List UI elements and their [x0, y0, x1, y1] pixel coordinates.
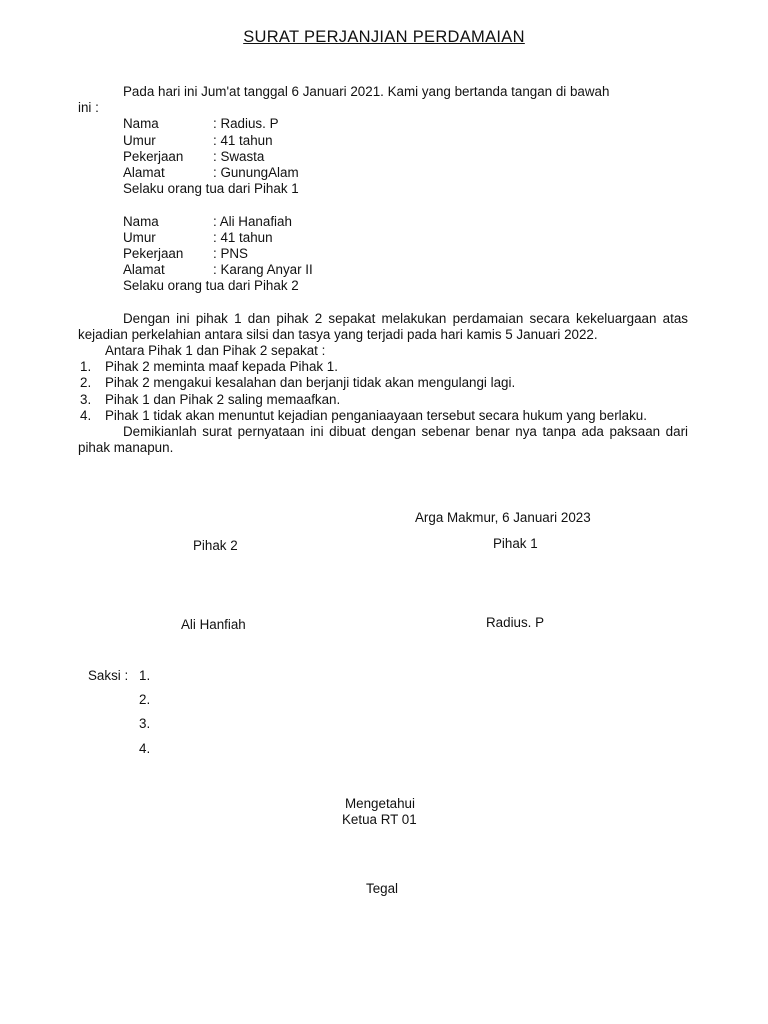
sign-right-title: Pihak 1 — [493, 536, 538, 551]
field-value: : Swasta — [213, 148, 265, 164]
sign-right-name: Radius. P — [486, 615, 545, 630]
party1-details — [78, 116, 688, 197]
list-number: 2. — [80, 375, 92, 391]
field-value: : Karang Anyar II — [213, 262, 313, 278]
field-value: : GunungAlam — [213, 164, 299, 180]
list-text: Pihak 1 tidak akan menuntut kejadian penganiaayaan tersebut secara hukum yang berlaku. — [105, 407, 647, 423]
body-paragraph: Dengan ini pihak 1 dan pihak 2 sepakat melakukan perdamaian secara kekeluargaan atas kejadian perkelahian antara silsi dan tasya yang terjadi pada hari kamis 5 Januari 2022. — [78, 310, 688, 342]
place-date: Arga Makmur, 6 Januari 2023 — [415, 510, 591, 525]
list-text: Pihak 2 meminta maaf kepada Pihak 1. — [105, 359, 338, 375]
closing-paragraph: Demikianlah surat pernyataan ini dibuat dengan sebenar benar nya tanpa ada paksaan dari pihak manapun. — [78, 424, 688, 456]
field-value: : 41 tahun — [213, 229, 273, 245]
party1-row-age — [78, 133, 688, 149]
field-value: : PNS — [213, 245, 248, 261]
list-number: 1. — [80, 359, 92, 375]
agreement-intro: Antara Pihak 1 dan Pihak 2 sepakat : — [105, 343, 326, 359]
list-text: Pihak 2 mengakui kesalahan dan berjanji tidak akan mengulangi lagi. — [105, 375, 516, 391]
acknowledge-label: Mengetahui — [345, 796, 415, 811]
rt-head-title: Ketua RT 01 — [342, 812, 417, 827]
witness-number: 3. — [139, 716, 151, 731]
party2-role: Selaku orang tua dari Pihak 2 — [123, 278, 299, 294]
intro-line-2: ini : — [78, 100, 99, 116]
field-label: Umur — [123, 132, 156, 148]
letter-body — [78, 84, 688, 456]
party1-row-name — [78, 116, 688, 132]
party2-row-job — [78, 246, 688, 262]
party1-role: Selaku orang tua dari Pihak 1 — [123, 181, 299, 197]
field-label: Umur — [123, 229, 156, 245]
field-label: Alamat — [123, 164, 165, 180]
list-item — [78, 375, 688, 391]
field-value: : Ali Hanafiah — [213, 213, 292, 229]
sign-left-name: Ali Hanfiah — [181, 617, 246, 632]
list-item — [78, 392, 688, 408]
rt-head-name: Tegal — [366, 881, 399, 896]
party2-details — [78, 214, 688, 295]
sign-left-title: Pihak 2 — [193, 538, 238, 553]
field-label: Alamat — [123, 262, 165, 278]
intro-line-1: Pada hari ini Jum'at tanggal 6 Januari 2021. Kami yang bertanda tangan di bawah — [123, 84, 610, 99]
list-text: Pihak 1 dan Pihak 2 saling memaafkan. — [105, 391, 341, 407]
field-value: : 41 tahun — [213, 132, 273, 148]
party2-row-address — [78, 262, 688, 278]
witness-number: 4. — [139, 741, 151, 756]
party2-row-age — [78, 230, 688, 246]
list-item — [78, 408, 688, 424]
witness-label: Saksi : — [88, 668, 129, 683]
field-label: Pekerjaan — [123, 245, 184, 261]
list-item — [78, 359, 688, 375]
agreement-list — [78, 359, 688, 424]
witness-number: 2. — [139, 692, 151, 707]
party2-row-name — [78, 214, 688, 230]
list-number: 4. — [80, 407, 92, 423]
document-title: SURAT PERJANJIAN PERDAMAIAN — [243, 28, 525, 46]
party1-row-job — [78, 149, 688, 165]
witness-number: 1. — [139, 668, 151, 683]
field-value: : Radius. P — [213, 116, 279, 132]
field-label: Nama — [123, 116, 159, 132]
party1-row-address — [78, 165, 688, 181]
field-label: Nama — [123, 213, 159, 229]
field-label: Pekerjaan — [123, 148, 184, 164]
list-number: 3. — [80, 391, 92, 407]
